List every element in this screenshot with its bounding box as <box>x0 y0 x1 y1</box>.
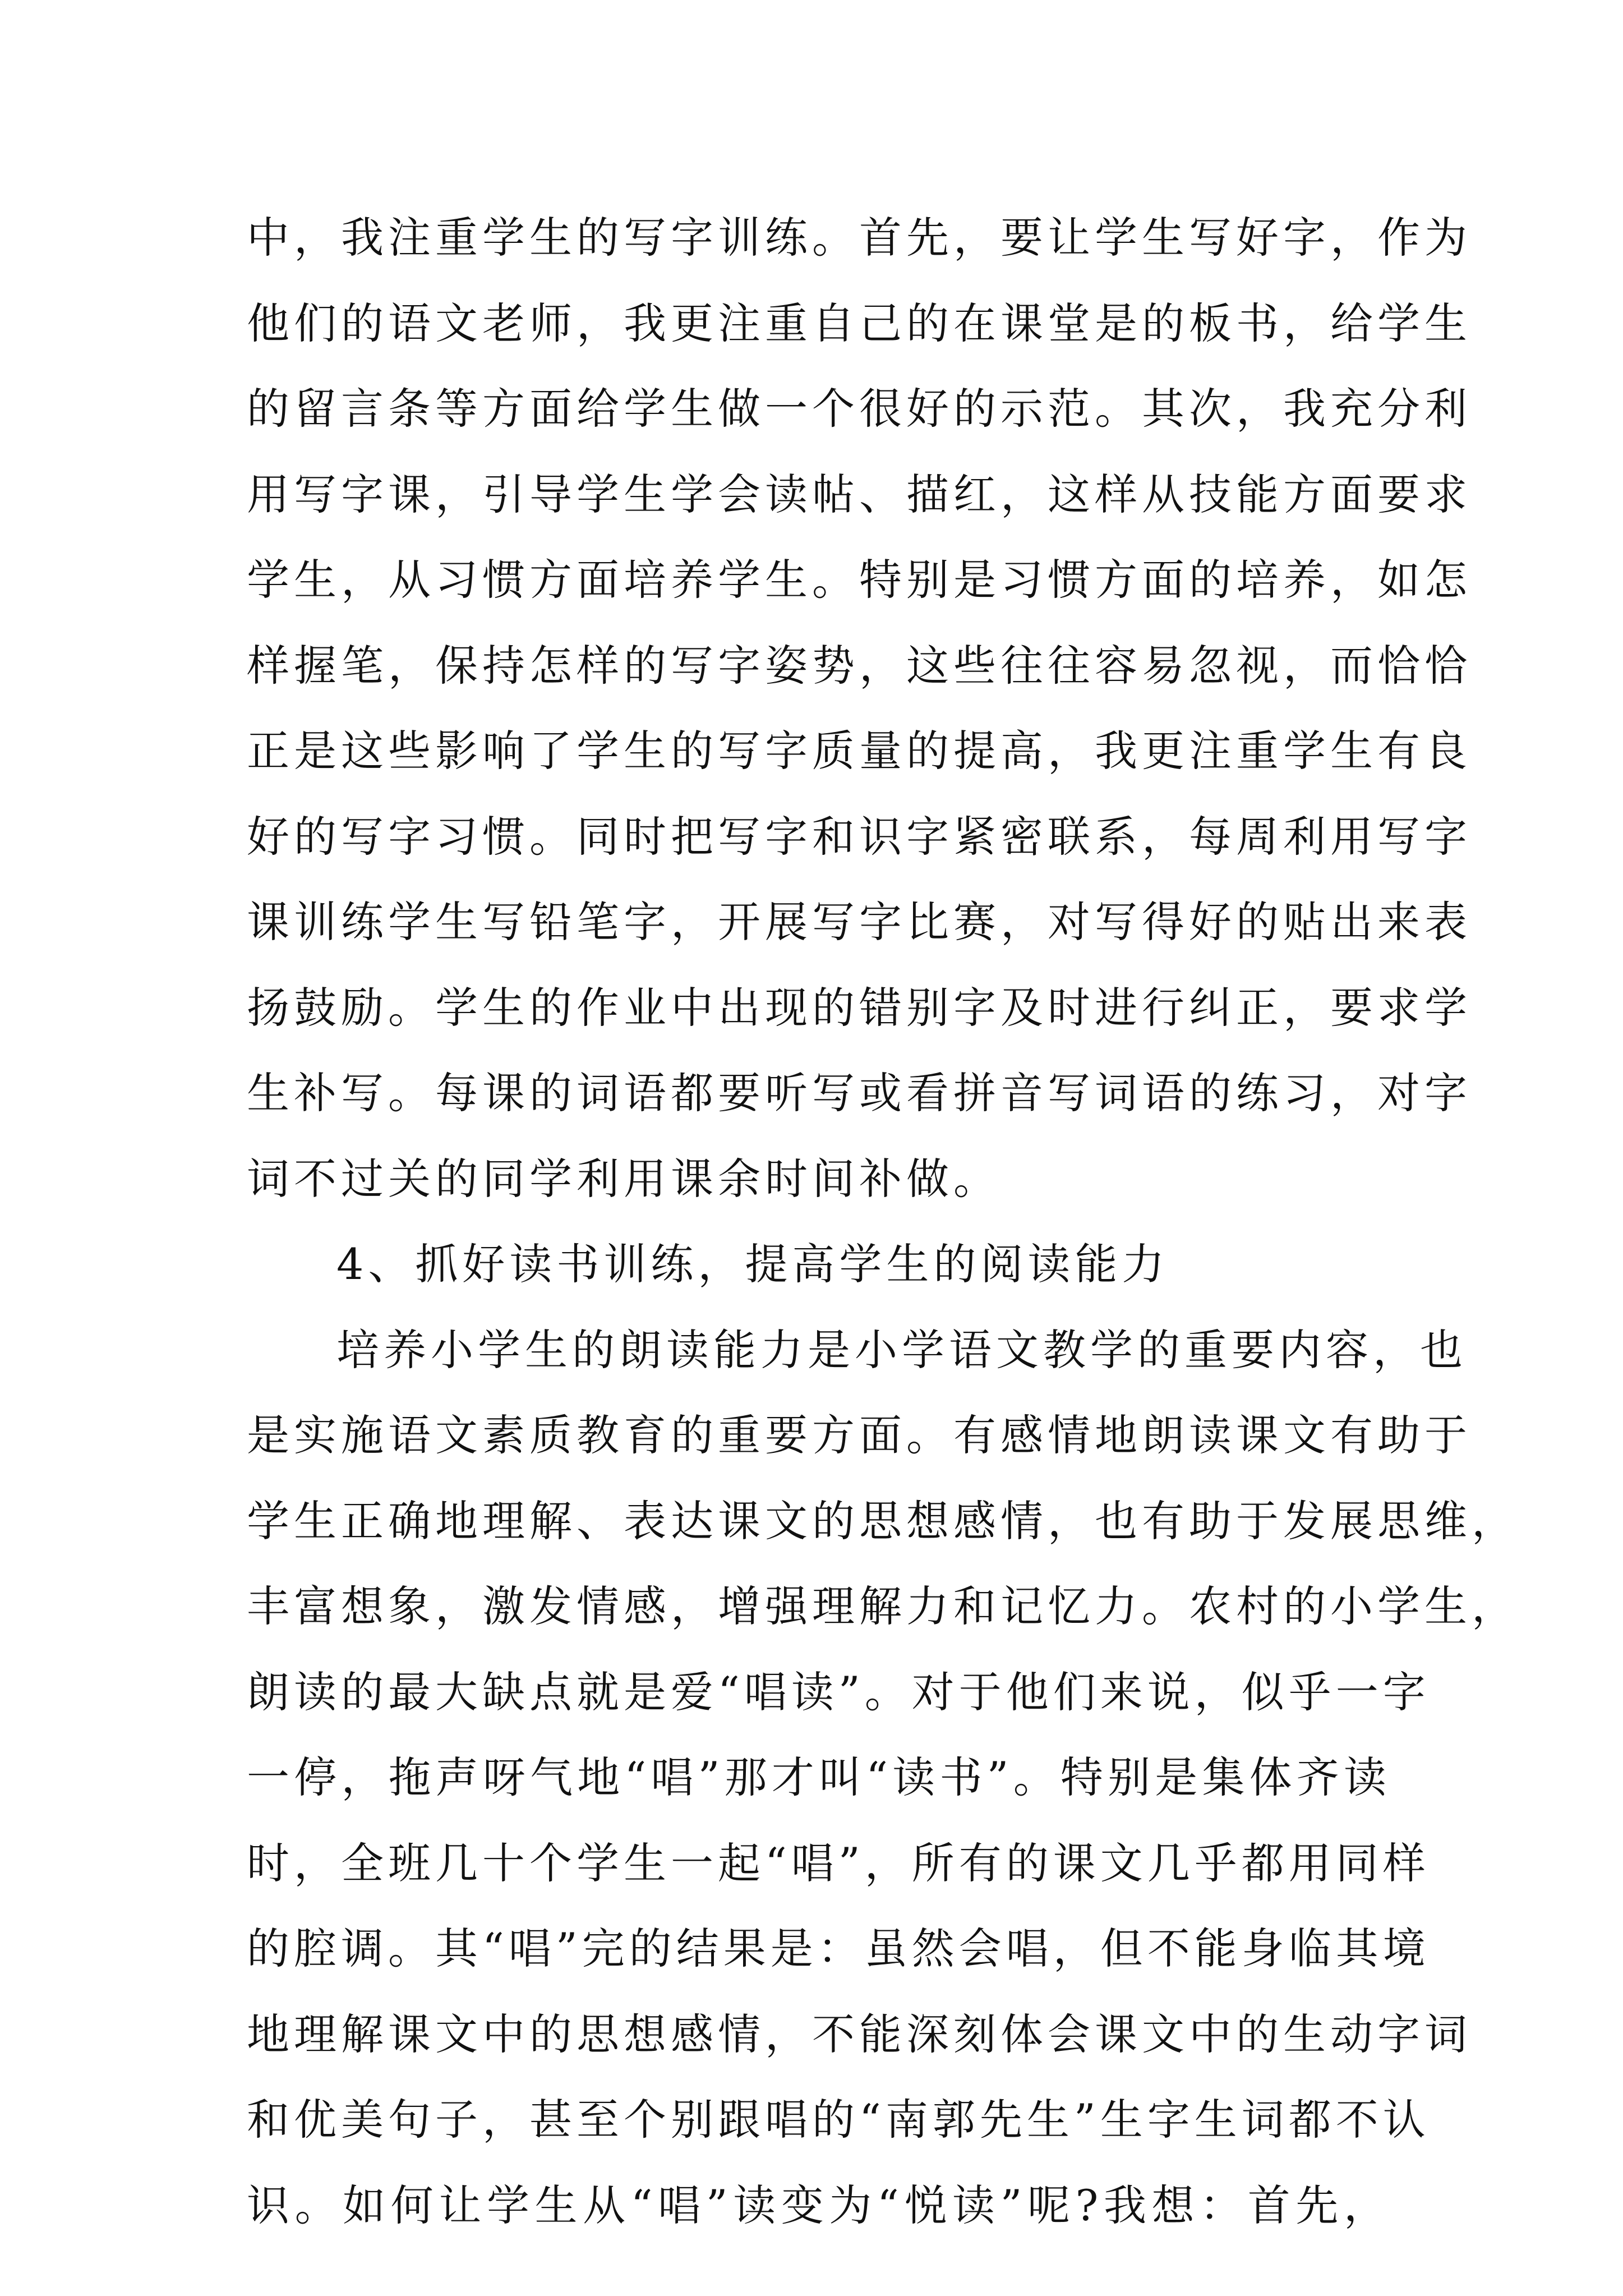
text-line: 课训练学生写铅笔字，开展写字比赛，对写得好的贴出来表 <box>247 897 1472 947</box>
body-text <box>247 195 1519 2248</box>
section-heading: 4、抓好读书训练，提高学生的阅读能力 <box>336 1239 1169 1289</box>
text-line: 的留言条等方面给学生做一个很好的示范。其次，我充分利 <box>247 384 1472 434</box>
text-line: 样握笔，保持怎样的写字姿势，这些往往容易忽视，而恰恰 <box>247 640 1472 691</box>
text-line: 识。如何让学生从“唱”读变为“悦读”呢?我想：首先， <box>247 2180 1391 2230</box>
paragraph-reading-training <box>247 1308 1519 2249</box>
text-line: 正是这些影响了学生的写字质量的提高，我更注重学生有良 <box>247 726 1472 776</box>
text-line: 扬鼓励。学生的作业中出现的错别字及时进行纠正，要求学 <box>247 982 1472 1033</box>
paragraph-writing-training <box>247 195 1472 1222</box>
text-line: 用写字课，引导学生学会读帖、描红，这样从技能方面要求 <box>247 469 1472 519</box>
text-line: 他们的语文老师，我更注重自己的在课堂是的板书，给学生 <box>247 298 1472 348</box>
text-line: 培养小学生的朗读能力是小学语文教学的重要内容，也 <box>336 1324 1467 1375</box>
text-line: 朗读的最大缺点就是爱“唱读”。对于他们来说，似乎一字 <box>247 1667 1430 1717</box>
text-line: 一停，拖声呀气地“唱”那才叫“读书”。特别是集体齐读 <box>247 1752 1391 1802</box>
text-line: 学生，从习惯方面培养学生。特别是习惯方面的培养，如怎 <box>247 555 1472 605</box>
text-line: 是实施语文素质教育的重要方面。有感情地朗读课文有助于 <box>247 1410 1472 1460</box>
text-line: 学生正确地理解、表达课文的思想感情，也有助于发展思维， <box>247 1496 1519 1546</box>
text-line: 地理解课文中的思想感情，不能深刻体会课文中的生动字词 <box>247 2009 1472 2059</box>
text-line: 词不过关的同学利用课余时间补做。 <box>247 1153 1000 1204</box>
text-line: 的腔调。其“唱”完的结果是：虽然会唱，但不能身临其境 <box>247 1924 1430 1973</box>
text-line: 丰富想象，激发情感，增强理解力和记忆力。农村的小学生， <box>247 1581 1519 1631</box>
text-line: 时，全班几十个学生一起“唱”，所有的课文几乎都用同样 <box>247 1838 1430 1888</box>
text-line: 好的写字习惯。同时把写字和识字紧密联系，每周利用写字 <box>247 811 1472 862</box>
text-line: 中，我注重学生的写字训练。首先，要让学生写好字，作为 <box>247 213 1472 263</box>
text-line: 生补写。每课的词语都要听写或看拼音写词语的练习，对字 <box>247 1068 1472 1118</box>
text-line: 和优美句子，甚至个别跟唱的“南郭先生”生字生词都不认 <box>247 2095 1430 2145</box>
